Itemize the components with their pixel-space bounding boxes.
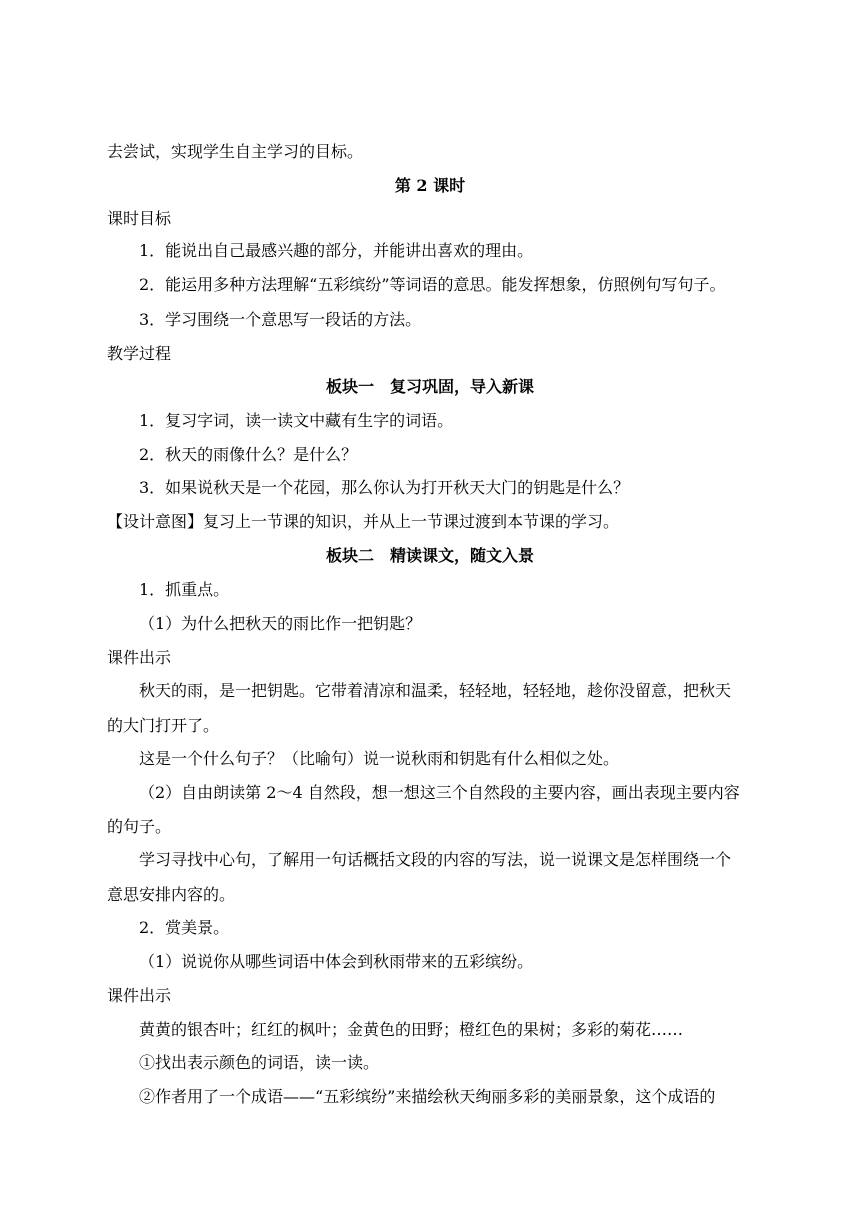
section-label: 课件出示 xyxy=(107,648,172,667)
list-item: 2．赏美景。 xyxy=(139,918,230,937)
list-item: 2．秋天的雨像什么？是什么？ xyxy=(139,445,358,464)
lesson-heading: 第 2 课时 xyxy=(394,176,466,195)
block-heading: 板块二 精读课文，随文入景 xyxy=(325,546,534,565)
section-label: 教学过程 xyxy=(107,344,172,363)
block-heading: 板块一 复习巩固，导入新课 xyxy=(325,377,534,396)
paragraph-line: 学习寻找中心句，了解用一句话概括文段的内容的写法，说一说课文是怎样围绕一个 xyxy=(139,850,732,869)
objective-item: 1．能说出自己最感兴趣的部分，并能讲出喜欢的理由。 xyxy=(139,241,534,260)
sub-item: （1）说说你从哪些词语中体会到秋雨带来的五彩缤纷。 xyxy=(139,952,534,971)
objective-item: 2．能运用多种方法理解“五彩缤纷”等词语的意思。能发挥想象，仿照例句写句子。 xyxy=(139,275,726,294)
paragraph-line: ①找出表示颜色的词语，读一读。 xyxy=(139,1053,380,1072)
paragraph-line: ②作者用了一个成语——“五彩缤纷”来描绘秋天绚丽多彩的美丽景象，这个成语的 xyxy=(139,1087,716,1106)
paragraph-line: 黄黄的银杏叶；红红的枫叶；金黄色的田野；橙红色的果树；多彩的菊花…… xyxy=(139,1020,684,1039)
objective-item: 3．学习围绕一个意思写一段话的方法。 xyxy=(139,310,422,329)
paragraph-line: 的大门打开了。 xyxy=(107,716,220,735)
paragraph-line: 的句子。 xyxy=(107,817,172,836)
sub-item: （1）为什么把秋天的雨比作一把钥匙？ xyxy=(139,614,422,633)
paragraph-line: 去尝试，实现学生自主学习的目标。 xyxy=(107,142,364,161)
paragraph-line: 意思安排内容的。 xyxy=(107,885,236,904)
list-item: 3．如果说秋天是一个花园，那么你认为打开秋天大门的钥匙是什么？ xyxy=(139,478,630,497)
section-label: 课件出示 xyxy=(107,986,172,1005)
paragraph-line: 这是一个什么句子？（比喻句）说一说秋雨和钥匙有什么相似之处。 xyxy=(139,749,620,768)
design-intent-note: 【设计意图】复习上一节课的知识，并从上一节课过渡到本节课的学习。 xyxy=(107,512,620,531)
sub-item: （2）自由朗读第 2～4 自然段，想一想这三个自然段的主要内容，画出表现主要内容 xyxy=(139,783,740,802)
section-label: 课时目标 xyxy=(107,209,172,228)
list-item: 1．抓重点。 xyxy=(139,580,230,599)
list-item: 1．复习字词，读一读文中藏有生字的词语。 xyxy=(139,411,454,430)
paragraph-line: 秋天的雨，是一把钥匙。它带着清凉和温柔，轻轻地，轻轻地，趁你没留意，把秋天 xyxy=(139,681,732,700)
